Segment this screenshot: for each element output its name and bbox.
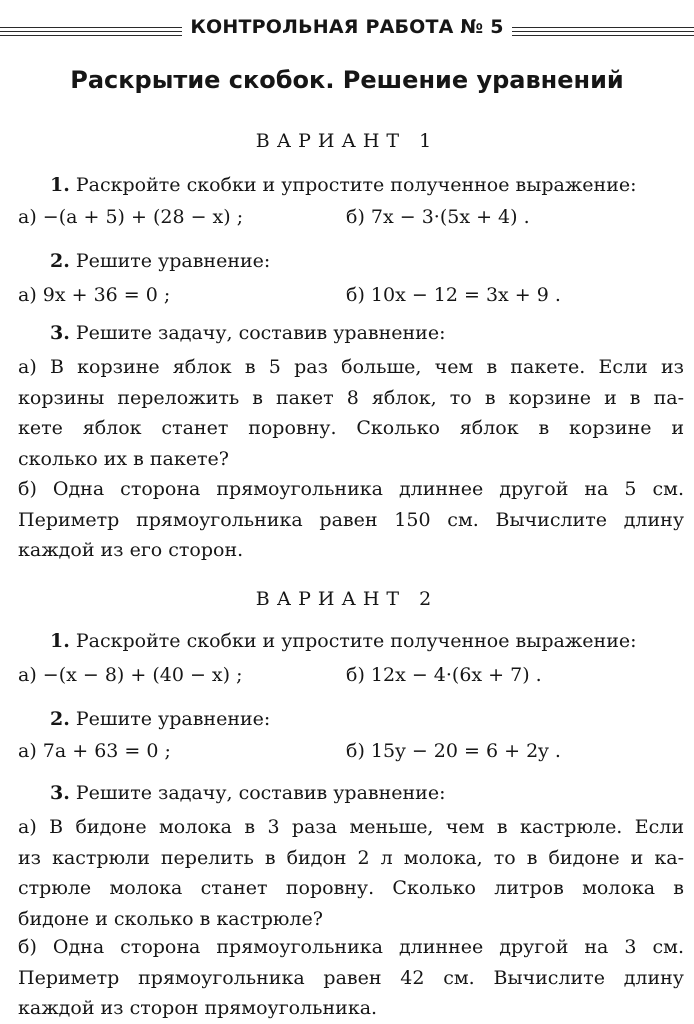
v2-task2-text: Решите уравнение:: [75, 708, 271, 730]
v1-task3-b: [18, 474, 684, 566]
v2-task3-a-line: стрюле молока станет поровну. Сколько литров молока в: [18, 877, 684, 899]
header-title: КОНТРОЛЬНАЯ РАБОТА № 5: [190, 16, 504, 38]
v1-task1-number: 1.: [50, 174, 70, 196]
v2-task1-text: Раскройте скобки и упростите полученное выражение:: [75, 630, 637, 652]
v2-task3-b-line: Периметр прямоугольника равен 42 см. Вычислите длину: [18, 966, 684, 989]
v2-task3-text: Решите задачу, составив уравнение:: [75, 782, 446, 804]
variant-1-heading: ВАРИАНТ 1: [255, 130, 439, 152]
v1-task2-items: [18, 280, 682, 310]
v1-task1-text: Раскройте скобки и упростите полученное выражение:: [75, 174, 637, 196]
v1-task3-b-line: Периметр прямоугольника равен 150 см. Вычислите длину: [18, 508, 684, 531]
v2-task1-number: 1.: [50, 630, 70, 652]
v1-task3-b-line: каждой из его сторон.: [18, 539, 244, 561]
v2-task1-items: [18, 660, 682, 690]
v2-task3: [50, 778, 690, 808]
v2-task3-a-line: а) В бидоне молока в 3 раза меньше, чем в кастрюле. Если: [18, 816, 684, 838]
v2-task3-b: [18, 932, 684, 1024]
v2-task1-a: а) −(x − 8) + (40 − x) ;: [18, 664, 243, 686]
v2-task3-b-line: б) Одна сторона прямоугольника длиннее другой на 3 см.: [18, 936, 684, 958]
v1-task3-text: Решите задачу, составив уравнение:: [75, 322, 446, 344]
v1-task3-a-line: а) В корзине яблок в 5 раз больше, чем в пакете. Если из: [18, 356, 684, 378]
v2-task1: [50, 626, 690, 656]
v1-task3-a-line: кете яблок станет поровну. Сколько яблок в корзине и: [18, 417, 684, 439]
v2-task3-a: [18, 812, 684, 934]
v2-task3-a-line: из кастрюли перелить в бидон 2 л молока, то в бидоне и ка-: [18, 846, 684, 869]
header-rule-left: [0, 27, 182, 37]
v1-task3-a-line: корзины переложить в пакет 8 яблок, то в корзине и в па-: [18, 386, 684, 409]
v1-task2-number: 2.: [50, 250, 70, 272]
v1-task3-b-line: б) Одна сторона прямоугольника длиннее другой на 5 см.: [18, 478, 684, 500]
v1-task1: [50, 170, 690, 200]
v1-task3-number: 3.: [50, 322, 70, 344]
v1-task3-a-line: сколько их в пакете?: [18, 447, 229, 470]
page-header: [0, 14, 694, 48]
v1-task3-a: [18, 352, 684, 474]
v1-task1-a: а) −(a + 5) + (28 − x) ;: [18, 206, 244, 228]
v2-task3-b-line: каждой из сторон прямоугольника.: [18, 997, 378, 1019]
page-title: Раскрытие скобок. Решение уравнений: [70, 66, 624, 94]
v1-task3: [50, 318, 690, 348]
v2-task2-a: а) 7a + 63 = 0 ;: [18, 740, 171, 762]
v1-task2: [50, 246, 690, 276]
header-rule-right: [512, 27, 694, 37]
v2-task2: [50, 704, 690, 734]
v2-task2-items: [18, 736, 682, 766]
variant-2-heading: ВАРИАНТ 2: [255, 588, 439, 610]
v2-task2-b: б) 15y − 20 = 6 + 2y .: [346, 740, 561, 762]
v1-task1-items: [18, 202, 682, 232]
v1-task1-b: б) 7x − 3·(5x + 4) .: [346, 206, 530, 228]
v2-task3-number: 3.: [50, 782, 70, 804]
v2-task2-number: 2.: [50, 708, 70, 730]
v1-task2-text: Решите уравнение:: [75, 250, 271, 272]
v1-task2-b: б) 10x − 12 = 3x + 9 .: [346, 284, 561, 306]
v2-task1-b: б) 12x − 4·(6x + 7) .: [346, 664, 542, 686]
v1-task2-a: а) 9x + 36 = 0 ;: [18, 284, 171, 306]
v2-task3-a-line: бидоне и сколько в кастрюле?: [18, 907, 323, 930]
